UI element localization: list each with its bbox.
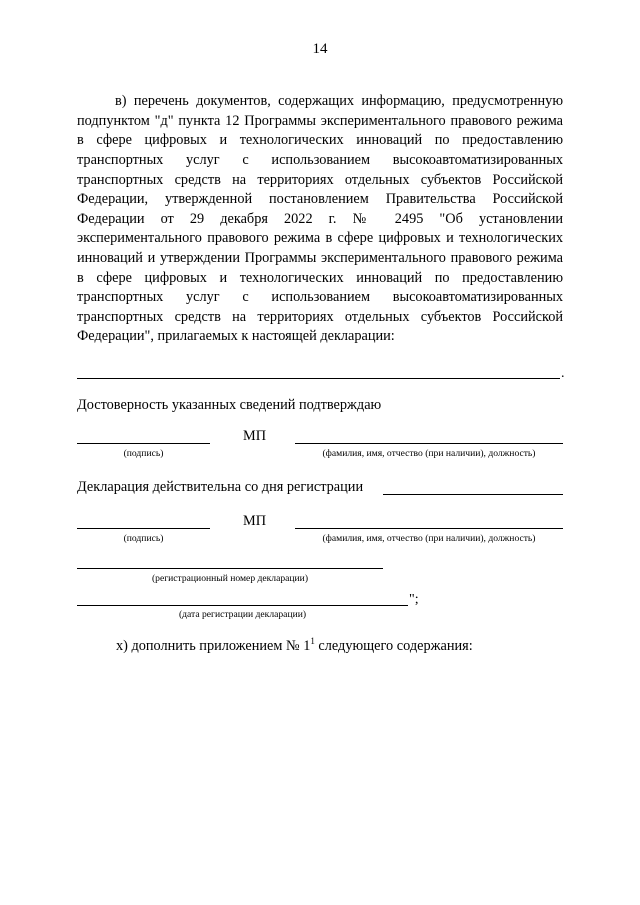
appendix-addition-paragraph: х) дополнить приложением № $1^1$ следующего содержания: [116,636,473,654]
confirmation-statement: Достоверность указанных сведений подтверждаю [77,397,382,413]
signature-caption: (подпись) [123,448,164,459]
registration-number-line [77,568,383,569]
appendix-superscript: 1 [310,636,315,647]
validity-statement: Декларация действительна со дня регистрации [77,479,364,495]
name-position-caption: (фамилия, имя, отчество (при наличии), должность) [322,448,536,459]
signature-line-2 [77,528,210,529]
validity-blank-line [383,494,563,495]
signature-line [77,443,210,444]
stamp-placeholder-label: МП [243,428,267,444]
stamp-placeholder-label-2: МП [243,513,267,529]
registration-date-caption: (дата регистрации декларации) [178,609,307,620]
name-position-caption-2: (фамилия, имя, отчество (при наличии), должность) [322,533,536,544]
documents-list-blank-line [77,378,560,379]
registration-date-line [77,605,408,606]
name-position-line-2 [295,528,563,529]
registration-date-end: "; [409,592,419,607]
name-position-line [295,443,563,444]
declaration-documents-paragraph: в) перечень документов, содержащих информацию, предусмотренную подпунктом "д" пункта 12 Программы экспериментального правового режима в сфере цифровых и технологических инноваций по предоставлению транспортных услуг с использованием высокоавтоматизированных транспортных средств на территориях отдельных субъектов Российской Федерации, утвержденной постановлением Правительства Российской Федерации от 29 декабря 2022 г. № 2495 "Об установлении экспериментального правового режима в сфере цифровых и технологических инноваций и утверждении Программы экспериментального правового режима в сфере цифровых и технологических инноваций по предоставлению транспортных услуг с использованием высокоавтоматизированных транспортных средств на территориях отдельных субъектов Российской Федерации", прилагаемых к настоящей декларации: [77,93,563,345]
page-number: 14 [312,41,328,57]
signature-caption-2: (подпись) [123,533,164,544]
documents-list-end-period: . [561,366,565,381]
registration-number-caption: (регистрационный номер декларации) [151,573,309,584]
